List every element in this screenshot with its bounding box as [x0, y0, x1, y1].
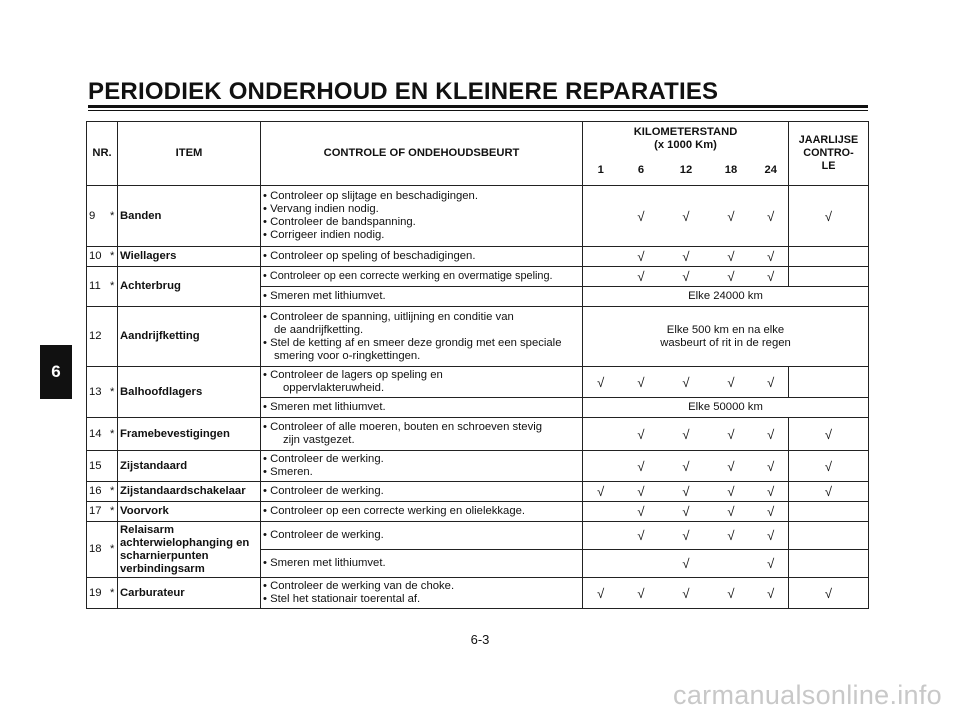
item-name: Zijstandaardschakelaar — [118, 482, 261, 502]
row-number: 16 — [87, 482, 108, 502]
table-row — [87, 418, 869, 451]
check-mark: √ — [664, 482, 709, 502]
item-name: Voorvork — [118, 502, 261, 522]
check-mark: √ — [709, 247, 754, 267]
operation-cell: • Controleer de lagers op speling en oppervlakteruwheid. — [261, 367, 583, 398]
asterisk-mark — [108, 451, 118, 482]
item-name: Framebevestigingen — [118, 418, 261, 451]
operation-cell: • Controleer de werking van de choke. • Stel het stationair toerental af. — [261, 578, 583, 609]
check-mark: √ — [619, 522, 664, 550]
check-mark: √ — [664, 502, 709, 522]
header-kilometerstand — [583, 122, 789, 156]
operation-cell: • Controleer de werking. • Smeren. — [261, 451, 583, 482]
row-number: 10 — [87, 247, 108, 267]
check-mark: √ — [754, 418, 789, 451]
check-mark-annual: √ — [789, 186, 869, 247]
watermark: carmanualsonline.info — [673, 680, 942, 710]
check-mark: √ — [619, 578, 664, 609]
item-name: Balhoofdlagers — [118, 367, 261, 418]
page-title: PERIODIEK ONDERHOUD EN KLEINERE REPARATIES — [88, 78, 719, 105]
check-mark: √ — [664, 578, 709, 609]
item-name: Carburateur — [118, 578, 261, 609]
operation-cell: • Smeren met lithiumvet. — [261, 398, 583, 418]
km-col-18: 18 — [709, 156, 754, 186]
check-mark: √ — [754, 522, 789, 550]
check-mark: √ — [664, 186, 709, 247]
operation-cell: • Controleer of alle moeren, bouten en schroeven stevig zijn vastgezet. — [261, 418, 583, 451]
km-col-1: 1 — [583, 156, 619, 186]
row-number: 9 — [87, 186, 108, 247]
operation-cell: • Controleer de werking. — [261, 482, 583, 502]
check-mark: √ — [709, 578, 754, 609]
operation-cell: • Controleer op een correcte werking en overmatige speling. — [261, 267, 583, 287]
item-name: Wiellagers — [118, 247, 261, 267]
asterisk-mark: * — [108, 367, 118, 418]
table-row — [87, 267, 869, 287]
interval-text: Elke 500 km en na elke wasbeurt of rit in de regen — [583, 307, 869, 367]
check-mark: √ — [664, 522, 709, 550]
row-number: 17 — [87, 502, 108, 522]
check-mark: √ — [754, 578, 789, 609]
table-row — [87, 522, 869, 550]
row-number: 12 — [87, 307, 108, 367]
row-number: 11 — [87, 267, 108, 307]
operation-cell: • Controleer op slijtage en beschadigingen. • Vervang indien nodig. • Controleer de bandspanning. • Corrigeer indien nodig. — [261, 186, 583, 247]
header-nr: NR. — [87, 122, 118, 186]
row-number: 19 — [87, 578, 108, 609]
check-mark-annual: √ — [789, 418, 869, 451]
item-name: Aandrijfketting — [118, 307, 261, 367]
check-mark: √ — [664, 451, 709, 482]
check-mark: √ — [619, 502, 664, 522]
item-name: Zijstandaard — [118, 451, 261, 482]
page-number: 6-3 — [470, 632, 490, 647]
check-mark-annual: √ — [789, 482, 869, 502]
check-mark: √ — [709, 482, 754, 502]
check-mark: √ — [619, 186, 664, 247]
check-mark: √ — [754, 186, 789, 247]
check-mark: √ — [709, 522, 754, 550]
check-mark: √ — [619, 482, 664, 502]
check-mark: √ — [709, 186, 754, 247]
operation-cell: • Controleer op een correcte werking en olielekkage. — [261, 502, 583, 522]
check-mark: √ — [583, 367, 619, 398]
maintenance-table — [86, 121, 869, 609]
check-mark: √ — [709, 451, 754, 482]
table-row — [87, 578, 869, 609]
check-mark: √ — [754, 451, 789, 482]
table-row — [87, 502, 869, 522]
interval-text: Elke 50000 km — [583, 398, 869, 418]
check-mark: √ — [664, 267, 709, 287]
check-mark: √ — [709, 367, 754, 398]
km-col-24: 24 — [754, 156, 789, 186]
check-mark: √ — [664, 367, 709, 398]
asterisk-mark: * — [108, 482, 118, 502]
check-mark: √ — [583, 482, 619, 502]
table-row — [87, 247, 869, 267]
operation-cell: • Controleer de spanning, uitlijning en conditie van de aandrijfketting. • Stel de ketting af en smeer deze grondig met een speciale smering voor o-ringkettingen. — [261, 307, 583, 367]
table-row — [87, 451, 869, 482]
item-name: Relaisarm achterwielophanging en scharnierpunten verbindingsarm — [118, 522, 261, 578]
check-mark: √ — [754, 502, 789, 522]
chapter-tab: 6 — [40, 345, 72, 399]
header-item: ITEM — [118, 122, 261, 186]
row-number: 13 — [87, 367, 108, 418]
item-name: Achterbrug — [118, 267, 261, 307]
asterisk-mark — [108, 307, 118, 367]
check-mark: √ — [754, 482, 789, 502]
interval-text: Elke 24000 km — [583, 287, 869, 307]
check-km-1 — [583, 186, 619, 247]
check-mark: √ — [619, 247, 664, 267]
operation-cell: • Controleer de werking. — [261, 522, 583, 550]
header-controle: CONTROLE OF ONDEHOUDSBEURT — [261, 122, 583, 186]
header-jaarlijse: JAARLIJSE CONTRO- LE — [789, 122, 869, 186]
check-mark: √ — [664, 418, 709, 451]
check-mark: √ — [754, 550, 789, 578]
row-number: 15 — [87, 451, 108, 482]
check-mark: √ — [619, 418, 664, 451]
item-name: Banden — [118, 186, 261, 247]
check-mark-annual: √ — [789, 578, 869, 609]
row-number: 18 — [87, 522, 108, 578]
check-mark-annual: √ — [789, 451, 869, 482]
header-row — [87, 122, 869, 156]
asterisk-mark: * — [108, 522, 118, 578]
check-mark: √ — [754, 267, 789, 287]
km-title: KILOMETERSTAND — [633, 125, 738, 138]
table-row — [87, 307, 869, 367]
operation-cell: • Smeren met lithiumvet. — [261, 550, 583, 578]
km-col-6: 6 — [619, 156, 664, 186]
check-mark: √ — [619, 367, 664, 398]
asterisk-mark: * — [108, 247, 118, 267]
check-mark: √ — [709, 267, 754, 287]
title-rule-thin — [88, 110, 868, 111]
asterisk-mark: * — [108, 267, 118, 307]
row-number: 14 — [87, 418, 108, 451]
asterisk-mark: * — [108, 418, 118, 451]
check-mark: √ — [754, 247, 789, 267]
asterisk-mark: * — [108, 578, 118, 609]
check-mark: √ — [619, 451, 664, 482]
operation-cell: • Controleer op speling of beschadigingen. — [261, 247, 583, 267]
table-row — [87, 367, 869, 398]
check-mark: √ — [664, 550, 709, 578]
check-mark: √ — [583, 578, 619, 609]
table-row — [87, 482, 869, 502]
check-mark: √ — [709, 502, 754, 522]
operation-cell: • Smeren met lithiumvet. — [261, 287, 583, 307]
check-mark: √ — [709, 418, 754, 451]
asterisk-mark: * — [108, 186, 118, 247]
check-mark: √ — [664, 247, 709, 267]
title-rule — [88, 105, 868, 108]
table-row — [87, 186, 869, 247]
km-unit: (x 1000 Km) — [654, 138, 717, 151]
check-mark: √ — [619, 267, 664, 287]
km-col-12: 12 — [664, 156, 709, 186]
check-mark: √ — [754, 367, 789, 398]
asterisk-mark: * — [108, 502, 118, 522]
